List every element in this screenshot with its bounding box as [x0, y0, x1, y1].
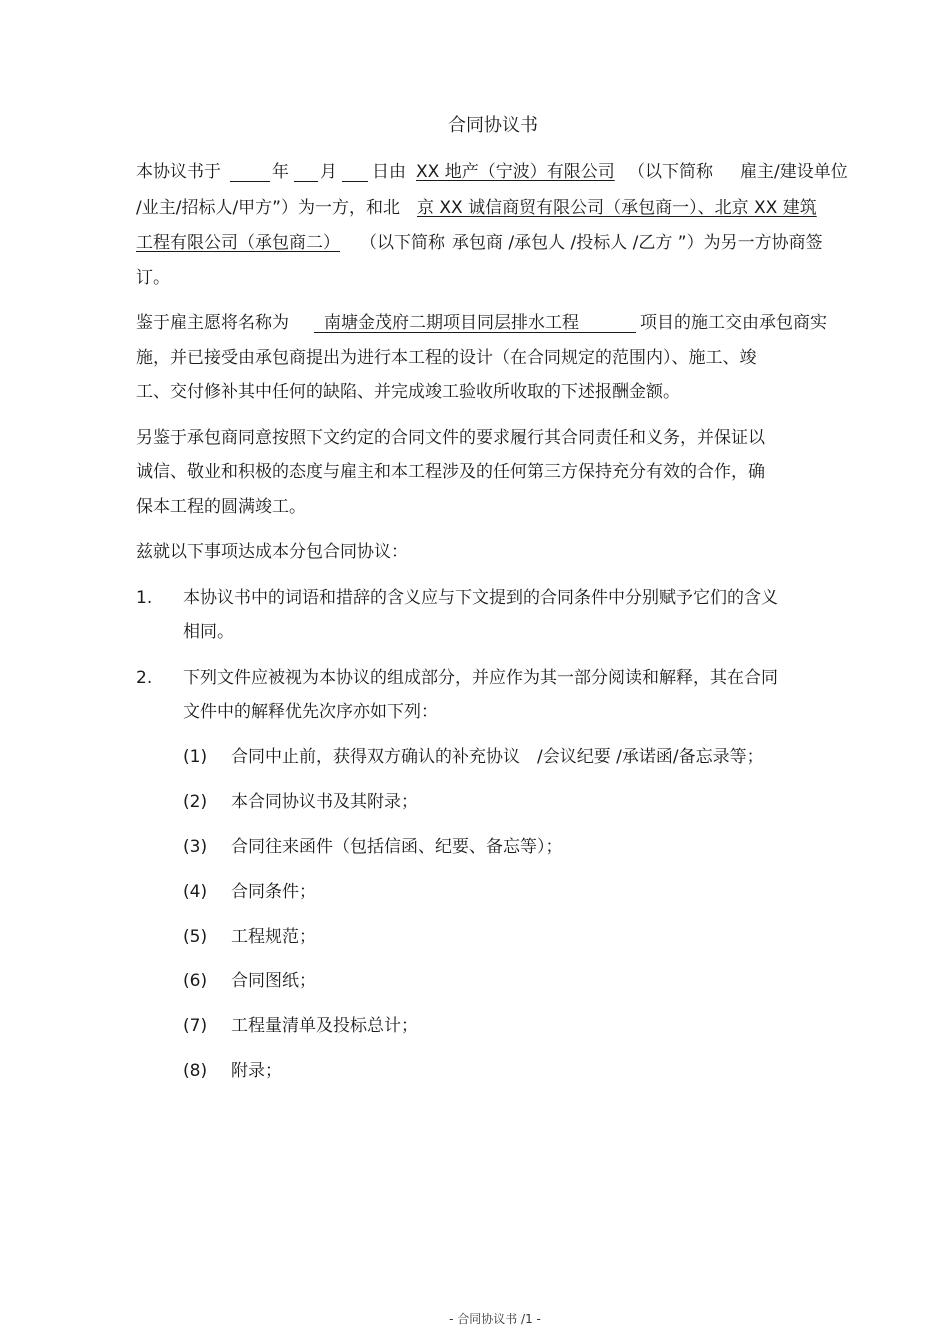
day-blank: [342, 162, 368, 182]
subitem-text: 合同图纸；: [231, 971, 316, 991]
p1-line4: 订。: [136, 268, 170, 288]
subitem-number: (2): [183, 792, 208, 812]
item1-number: 1.: [136, 588, 153, 608]
subitem-number: (7): [183, 1016, 208, 1036]
subitem-text: 工程规范；: [231, 927, 316, 947]
month-blank: [294, 162, 318, 182]
document-title: 合同协议书: [448, 115, 538, 136]
subitem-text: 合同中止前，获得双方确认的补充协议 /会议纪要 /承诺函/备忘录等；: [231, 747, 764, 767]
item2-line1: 下列文件应被视为本协议的组成部分，并应作为其一部分阅读和解释，其在合同: [183, 668, 778, 688]
subitem-text: 工程量清单及投标总计；: [231, 1016, 418, 1036]
p2-line1-prefix: 鉴于雇主愿将名称为: [136, 313, 289, 333]
p2-line1-suffix: 项目的施工交由承包商实: [640, 313, 827, 333]
subitem-number: (6): [183, 971, 208, 991]
item2-line2: 文件中的解释优先次序亦如下列：: [183, 702, 438, 722]
page-footer: - 合同协议书 /1 -: [449, 1312, 541, 1326]
p1-line1-prefix: 本协议书于: [136, 162, 221, 182]
item2-number: 2.: [136, 668, 153, 688]
project-name-field: [314, 313, 636, 333]
subitem-number: (1): [183, 747, 208, 767]
subitem-number: (3): [183, 837, 208, 857]
item1-line1: 本协议书中的词语和措辞的含义应与下文提到的合同条件中分别赋予它们的含义: [183, 588, 778, 608]
p3-line1: 另鉴于承包商同意按照下文约定的合同文件的要求履行其合同责任和义务，并保证以: [136, 428, 765, 448]
p2-line2: 施，并已接受由承包商提出为进行本工程的设计（在合同规定的范围内）、施工、竣: [136, 348, 757, 368]
year-blank: [230, 162, 270, 182]
party-b-names: 京 XX 诚信商贸有限公司（承包商一）、北京 XX 建筑: [417, 198, 817, 218]
party-a-name: XX 地产（宁波）有限公司: [416, 162, 615, 182]
p4-intro: 兹就以下事项达成本分包合同协议：: [136, 542, 408, 562]
p1-line1-roles: 雇主/建设单位: [740, 162, 848, 182]
p3-line3: 保本工程的圆满竣工。: [136, 497, 306, 517]
subitem-number: (8): [183, 1061, 208, 1081]
p1-line3-short: （以下简称: [360, 233, 445, 253]
subitem-text: 本合同协议书及其附录；: [231, 792, 418, 812]
day-label: 日由: [372, 162, 406, 182]
party-b-names-cont: 工程有限公司（承包商二）: [136, 233, 340, 253]
subitem-text: 合同往来函件（包括信函、纪要、备忘等）；: [231, 837, 563, 857]
item1-line2: 相同。: [183, 622, 234, 642]
p3-line2: 诚信、敬业和积极的态度与雇主和本工程涉及的任何第三方保持充分有效的合作，确: [136, 462, 765, 482]
month-label: 月: [320, 162, 337, 182]
p2-line3: 工、交付修补其中任何的缺陷、并完成竣工验收所收取的下述报酬金额。: [136, 382, 680, 402]
subitem-number: (5): [183, 927, 208, 947]
subitem-text: 合同条件；: [231, 882, 316, 902]
subitem-text: 附录；: [231, 1061, 282, 1081]
subitem-number: (4): [183, 882, 208, 902]
p1-line3-roles: 承包商 /承包人 /投标人 /乙方 ”）为另一方协商签: [452, 233, 823, 253]
p1-line1-short: （以下简称: [628, 162, 713, 182]
project-name: 南塘金茂府二期项目同层排水工程: [324, 313, 579, 333]
p1-line2: /业主/招标人/甲方”）为一方，和北: [136, 198, 400, 218]
year-label: 年: [272, 162, 289, 182]
